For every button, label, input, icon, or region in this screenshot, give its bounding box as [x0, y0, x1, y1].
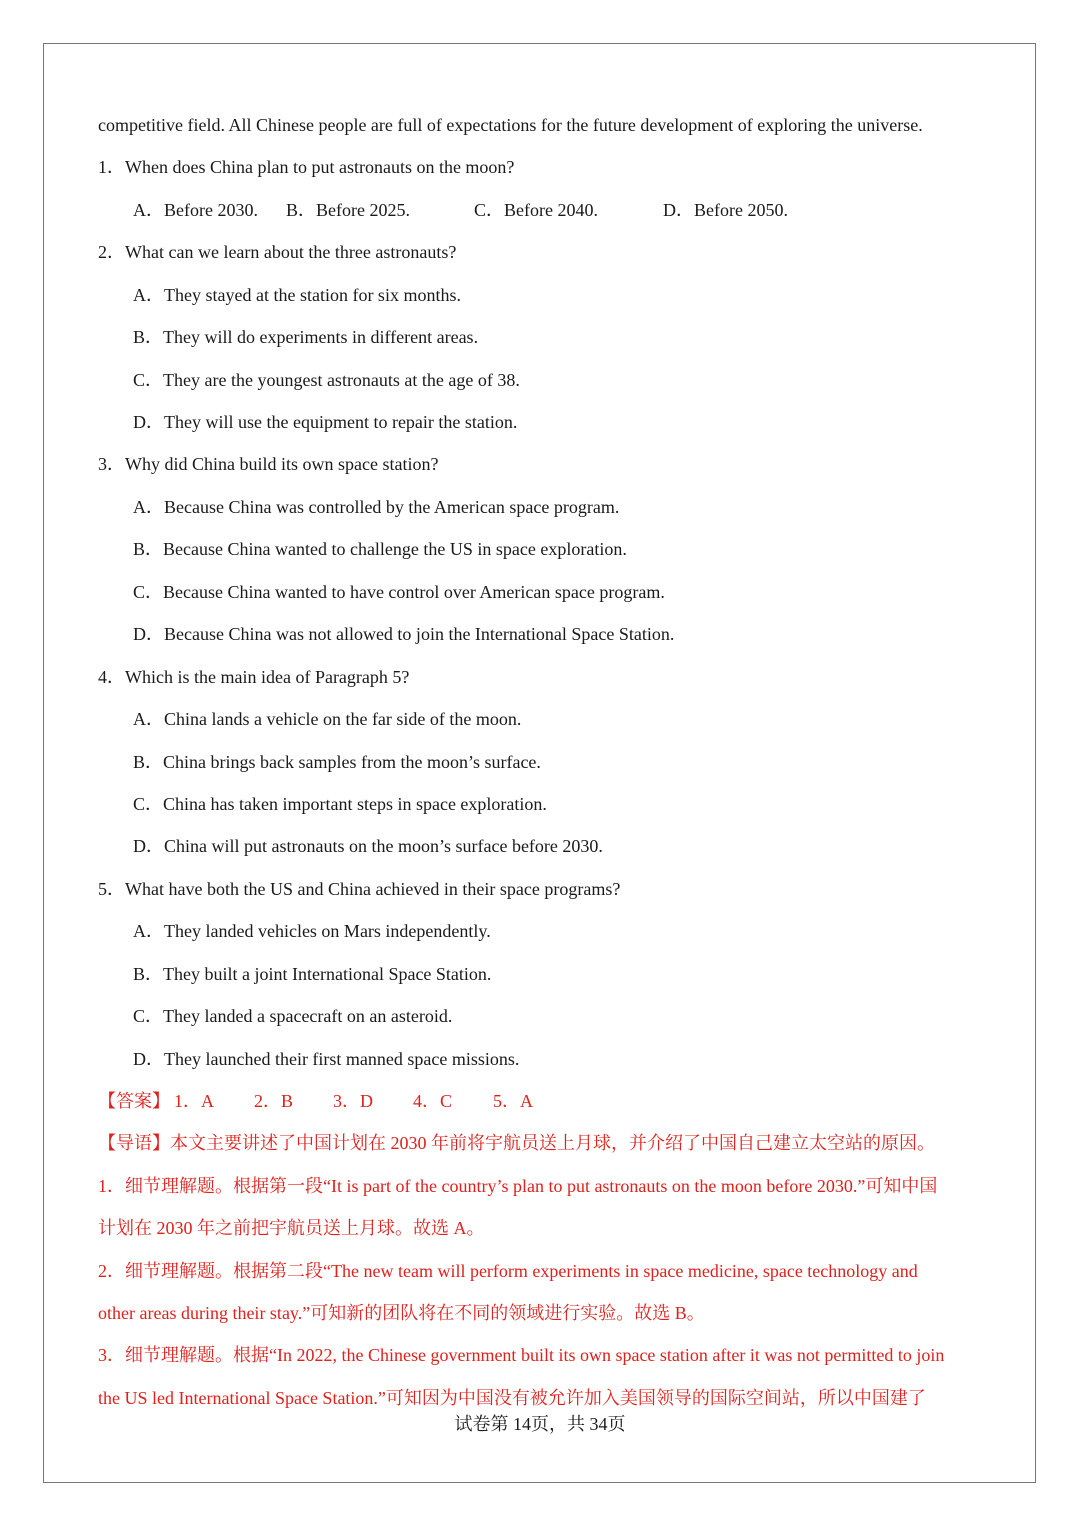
answer-3: 3．D: [333, 1091, 373, 1111]
q2-option-b: B．They will do experiments in different areas.: [133, 327, 479, 347]
q3-option-a: A．Because China was controlled by the American space program.: [133, 497, 620, 517]
question-4-stem: 4．Which is the main idea of Paragraph 5?: [98, 667, 410, 687]
q5-option-c: C．They landed a spacecraft on an asteroid.: [133, 1006, 453, 1026]
q5-option-a: A．They landed vehicles on Mars independently.: [133, 921, 491, 941]
q4-option-d: D．China will put astronauts on the moon’s surface before 2030.: [133, 836, 603, 856]
answer-5: 5．A: [493, 1091, 533, 1111]
q2-option-d: D．They will use the equipment to repair the station.: [133, 412, 518, 432]
passage-end-text: competitive field. All Chinese people are full of expectations for the future development of exploring the universe.: [98, 115, 923, 135]
q3-option-b: B．Because China wanted to challenge the US in space exploration.: [133, 539, 627, 559]
q4-option-c: C．China has taken important steps in space exploration.: [133, 794, 547, 814]
q4-option-b: B．China brings back samples from the moon’s surface.: [133, 752, 541, 772]
q5-option-d: D．They launched their first manned space missions.: [133, 1049, 520, 1069]
question-3-stem: 3．Why did China build its own space station?: [98, 454, 439, 474]
q3-option-c: C．Because China wanted to have control over American space program.: [133, 582, 665, 602]
q4-option-a: A．China lands a vehicle on the far side of the moon.: [133, 709, 522, 729]
explanation-2-line-1: 2．细节理解题。根据第二段“The new team will perform experiments in space medicine, space technology and: [98, 1261, 918, 1281]
page-footer: 试卷第 14页，共 34页: [454, 1414, 626, 1434]
q2-option-a: A．They stayed at the station for six months.: [133, 285, 461, 305]
q1-option-c: C．Before 2040.: [474, 200, 598, 220]
q5-option-b: B．They built a joint International Space Station.: [133, 964, 492, 984]
explanation-1-line-1: 1．细节理解题。根据第一段“It is part of the country’s plan to put astronauts on the moon before 2030.”可知中国: [98, 1176, 938, 1196]
q1-option-a: A．Before 2030.: [133, 200, 258, 220]
q2-option-c: C．They are the youngest astronauts at the age of 38.: [133, 370, 520, 390]
answer-4: 4．C: [413, 1091, 453, 1111]
guide-summary: 【导语】本文主要讲述了中国计划在 2030 年前将宇航员送上月球，并介绍了中国自己建立太空站的原因。: [98, 1133, 935, 1153]
explanation-3-line-2: the US led International Space Station.”可知因为中国没有被允许加入美国领导的国际空间站，所以中国建了: [98, 1388, 926, 1408]
q1-option-d: D．Before 2050.: [663, 200, 788, 220]
answer-2: 2．B: [254, 1091, 294, 1111]
answer-key: [98, 1089, 698, 1113]
answer-label: 【答案】: [98, 1091, 170, 1111]
answer-1: 1．A: [174, 1091, 214, 1111]
explanation-1-line-2: 计划在 2030 年之前把宇航员送上月球。故选 A。: [98, 1218, 485, 1238]
question-2-stem: 2．What can we learn about the three astronauts?: [98, 242, 457, 262]
question-1-options: [133, 198, 933, 222]
explanation-2-line-2: other areas during their stay.”可知新的团队将在不同的领域进行实验。故选 B。: [98, 1303, 705, 1323]
explanation-3-line-1: 3．细节理解题。根据“In 2022, the Chinese government built its own space station after it was not permitted to join: [98, 1345, 945, 1365]
q3-option-d: D．Because China was not allowed to join the International Space Station.: [133, 624, 675, 644]
question-1-stem: 1．When does China plan to put astronauts on the moon?: [98, 157, 515, 177]
q1-option-b: B．Before 2025.: [286, 200, 410, 220]
question-5-stem: 5．What have both the US and China achieved in their space programs?: [98, 879, 621, 899]
